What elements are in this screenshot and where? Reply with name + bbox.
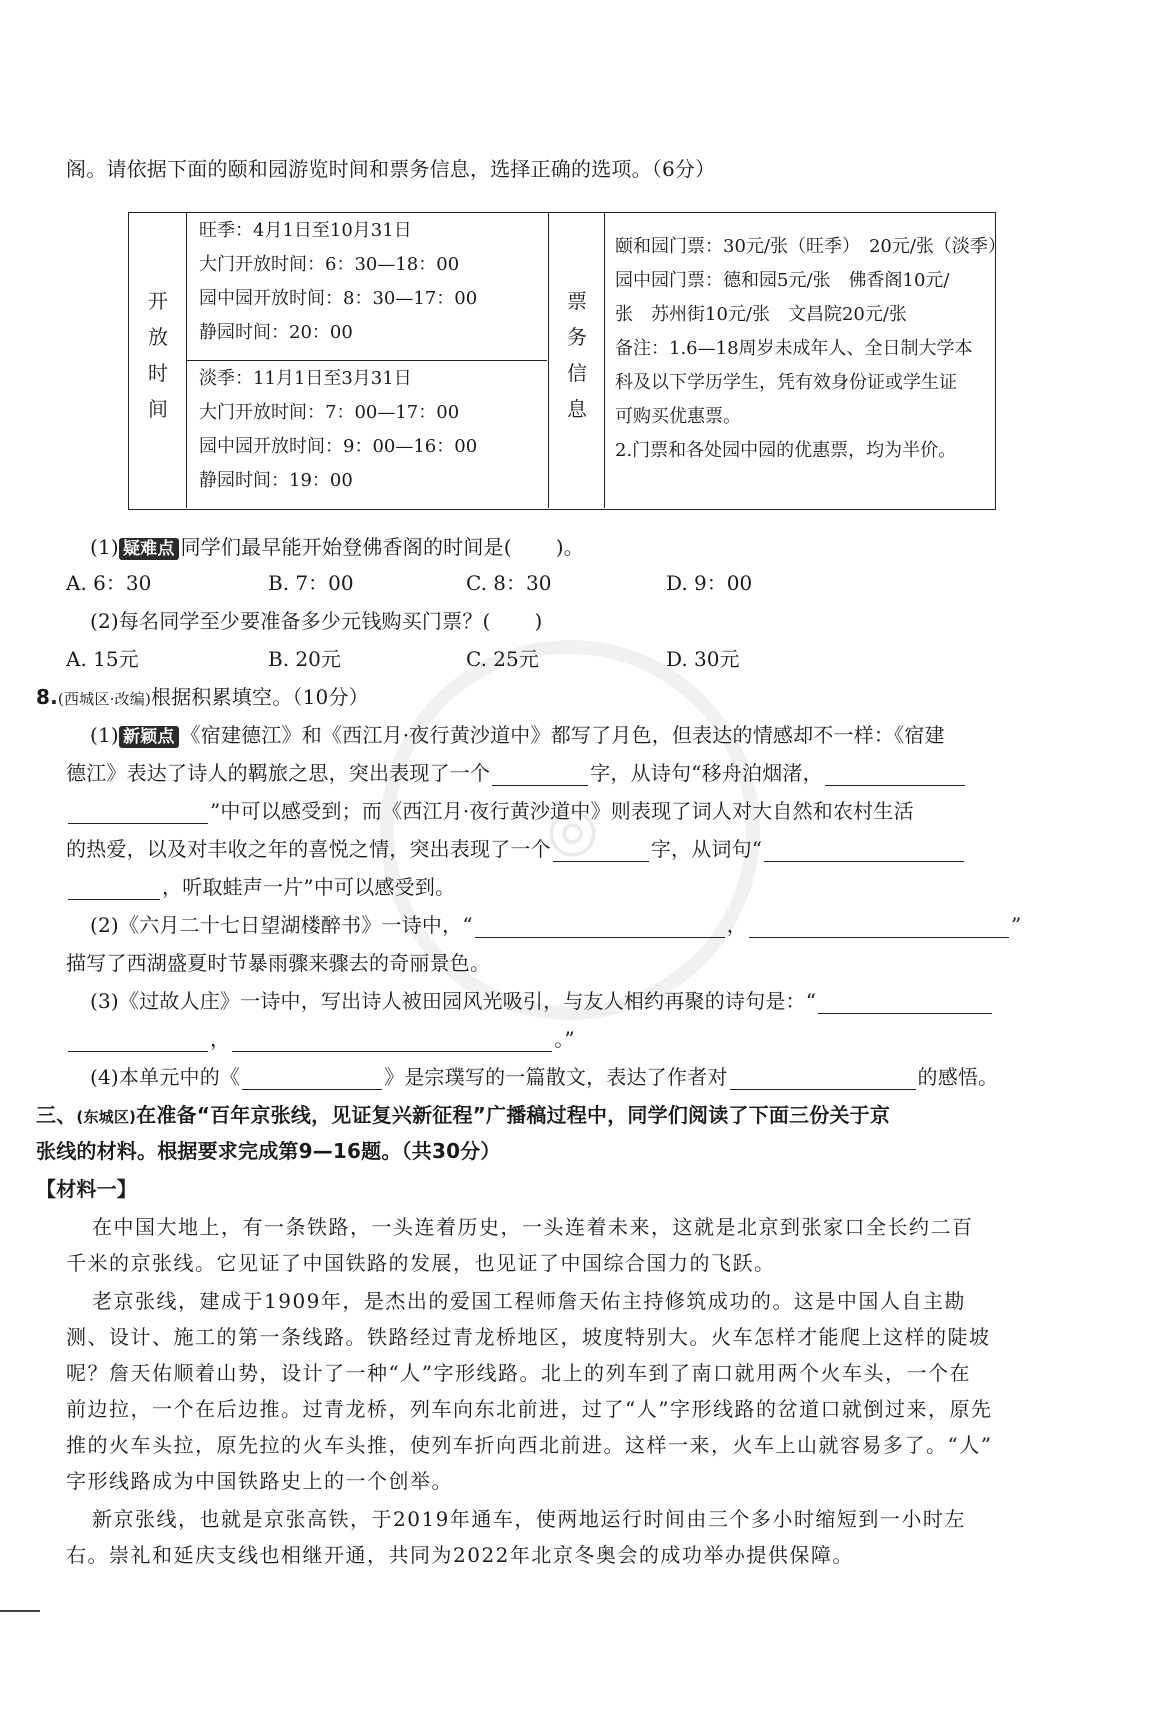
text-span: 字，从词句“ xyxy=(650,837,763,861)
question-end: )。 xyxy=(555,535,584,559)
difficulty-tag: 疑难点 xyxy=(119,538,179,560)
ticket-line: 2.门票和各处园中园的优惠票，均为半价。 xyxy=(615,440,957,461)
ticket-line: 备注：1.6—18周岁未成年人、全日制大学本 xyxy=(615,338,973,359)
header-char: 息 xyxy=(567,397,587,421)
section-source: (东城区) xyxy=(76,1108,137,1126)
question-8-header xyxy=(36,684,369,712)
intro-text: 阁。请依据下面的颐和园游览时间和票务信息，选择正确的选项。（6分） xyxy=(66,157,716,181)
off-line: 静园时间：19：00 xyxy=(199,470,353,491)
fill-blank[interactable] xyxy=(730,1069,916,1090)
ticket-line: 科及以下学历学生，凭有效身份证或学生证 xyxy=(615,372,957,393)
text-span: ”中可以感受到；而《西江月·夜行黄沙道中》则表现了词人对大自然和农村生活 xyxy=(210,799,914,823)
off-line: 淡季：11月1日至3月31日 xyxy=(199,368,412,389)
fill-blank[interactable] xyxy=(825,765,965,786)
fill-blank[interactable] xyxy=(242,1069,382,1090)
material-line: 新京张线，也就是京张高铁，于2019年通车，使两地运行时间由三个多小时缩短到一小时左 xyxy=(92,1507,966,1531)
fill-blank[interactable] xyxy=(68,803,208,824)
header-char: 信 xyxy=(567,361,587,385)
off-line: 大门开放时间：7：00—17：00 xyxy=(199,402,460,423)
text-span: ，听取蛙声一片”中可以感受到。 xyxy=(162,875,456,899)
peak-line: 大门开放时间：6：30—18：00 xyxy=(199,254,460,275)
q8-p2-line2: 描写了西湖盛夏时节暴雨骤来骤去的奇丽景色。 xyxy=(66,951,491,975)
header-char: 间 xyxy=(148,397,168,421)
fill-blank[interactable] xyxy=(68,879,160,900)
option-a[interactable]: A. 15元 xyxy=(66,647,139,671)
question-end: ) xyxy=(534,609,543,633)
text-span: 》是宗璞写的一篇散文，表达了作者对 xyxy=(384,1065,728,1089)
material-line: 呢？詹天佑顺着山势，设计了一种“人”字形线路。北上的列车到了南口就用两个火车头，一个在 xyxy=(66,1361,971,1385)
section-3-line1 xyxy=(36,1102,890,1130)
fill-blank[interactable] xyxy=(764,841,964,862)
text-span: 三、 xyxy=(36,1103,77,1127)
q8-p1-line3 xyxy=(66,798,914,824)
question-number: (1) xyxy=(90,535,119,559)
text-span: (3)《过故人庄》一诗中，写出诗人被田园风光吸引，与友人相约再聚的诗句是：“ xyxy=(90,989,817,1013)
text-span: ， xyxy=(726,913,747,937)
footer-rule xyxy=(0,1610,40,1612)
material-line: 在中国大地上，有一条铁路，一头连着历史，一头连着未来，这就是北京到张家口全长约二百 xyxy=(92,1215,974,1239)
sub-number: (1) xyxy=(90,723,119,747)
q8-p1-line5 xyxy=(66,874,455,900)
header-char: 票 xyxy=(567,289,587,313)
question-source: (西城区·改编) xyxy=(57,690,151,708)
fill-blank[interactable] xyxy=(68,1031,208,1052)
section-3-line2: 张线的材料。根据要求完成第9—16题。（共30分） xyxy=(36,1139,501,1163)
text-span: 《宿建德江》和《西江月·夜行黄沙道中》都写了月色，但表达的情感却不一样：《宿建 xyxy=(180,723,945,747)
header-char: 开 xyxy=(148,289,168,313)
ticket-line: 可购买优惠票。 xyxy=(615,406,741,427)
material-line: 字形线路成为中国铁路史上的一个创举。 xyxy=(66,1469,453,1493)
q8-p3-line2 xyxy=(66,1026,575,1052)
text-span: 在准备“百年京张线，见证复兴新征程”广播稿过程中，同学们阅读了下面三份关于京 xyxy=(136,1103,891,1127)
q8-p1-line4 xyxy=(66,836,966,862)
option-c[interactable]: C. 8：30 xyxy=(466,571,552,595)
text-span: 的感悟。 xyxy=(917,1065,999,1089)
text-span: ” xyxy=(1010,913,1022,937)
header-char: 放 xyxy=(148,325,168,349)
q8-p1-line2 xyxy=(66,760,967,786)
material-line: 前边拉，一个在后边推。过青龙桥，列车向东北前进，过了“人”字形线路的岔道口就倒过来，原先 xyxy=(66,1397,993,1421)
off-line: 园中园开放时间：9：00—16：00 xyxy=(199,436,478,457)
material-label: 【材料一】 xyxy=(36,1177,137,1201)
question-2 xyxy=(90,608,543,634)
peak-season-cell xyxy=(187,213,547,361)
material-line: 测、设计、施工的第一条线路。铁路经过青龙桥地区，坡度特别大。火车怎样才能爬上这样的陡坡 xyxy=(66,1325,991,1349)
option-c[interactable]: C. 25元 xyxy=(466,647,539,671)
material-line: 推的火车头拉，原先拉的火车头推，使列车折向西北前进。这样一来，火车上山就容易多了。“人” xyxy=(66,1433,993,1457)
text-span: 的热爱，以及对丰收之年的喜悦之情，突出表现了一个 xyxy=(66,837,551,861)
option-b[interactable]: B. 7：00 xyxy=(268,571,354,595)
ticket-line: 颐和园门票：30元/张（旺季） 20元/张（淡季） xyxy=(615,236,1006,257)
fill-blank[interactable] xyxy=(492,765,588,786)
text-span: (4)本单元中的《 xyxy=(90,1065,241,1089)
open-time-header xyxy=(129,213,187,508)
option-d[interactable]: D. 30元 xyxy=(666,647,740,671)
fill-blank[interactable] xyxy=(232,1031,552,1052)
ticket-info-header xyxy=(549,213,605,508)
question-text: 同学们最早能开始登佛香阁的时间是( xyxy=(180,535,512,559)
option-a[interactable]: A. 6：30 xyxy=(66,571,152,595)
q8-p3-line1 xyxy=(90,988,994,1014)
fill-blank[interactable] xyxy=(475,917,725,938)
question-1 xyxy=(90,534,584,560)
option-d[interactable]: D. 9：00 xyxy=(666,571,753,595)
ticket-line: 园中园门票：德和园5元/张 佛香阁10元/ xyxy=(615,270,950,291)
material-line: 老京张线，建成于1909年，是杰出的爱国工程师詹天佑主持修筑成功的。这是中国人自主勘 xyxy=(92,1289,966,1313)
text-span: (2)《六月二十七日望湖楼醉书》一诗中，“ xyxy=(90,913,473,937)
q8-p4-line1 xyxy=(90,1064,998,1090)
header-char: 务 xyxy=(567,325,587,349)
material-line: 千米的京张线。它见证了中国铁路的发展，也见证了中国综合国力的飞跃。 xyxy=(66,1251,776,1275)
novelty-tag: 新颖点 xyxy=(119,726,179,748)
fill-blank[interactable] xyxy=(818,993,992,1014)
q8-p1-line1 xyxy=(90,722,945,748)
text-span: 德江》表达了诗人的羁旅之思，突出表现了一个 xyxy=(66,761,491,785)
peak-line: 静园时间：20：00 xyxy=(199,322,353,343)
ticket-line: 张 苏州街10元/张 文昌院20元/张 xyxy=(615,304,907,325)
text-span: 字，从诗句“移舟泊烟渚， xyxy=(590,761,823,785)
fill-blank[interactable] xyxy=(553,841,649,862)
text-span: ， xyxy=(210,1027,231,1051)
question-text: 根据积累填空。（10分） xyxy=(151,685,369,709)
ticket-info-cell xyxy=(605,213,1006,508)
peak-line: 园中园开放时间：8：30—17：00 xyxy=(199,288,478,309)
off-season-cell xyxy=(187,361,547,508)
option-b[interactable]: B. 20元 xyxy=(268,647,341,671)
schedule-ticket-table xyxy=(128,212,1006,510)
peak-line: 旺季：4月1日至10月31日 xyxy=(199,220,412,241)
question-number: 8. xyxy=(36,685,58,709)
season-cells xyxy=(187,213,549,508)
question-text: (2)每名同学至少要准备多少元钱购买门票？( xyxy=(90,609,491,633)
header-char: 时 xyxy=(148,361,168,385)
watermark-seal: ◎ xyxy=(305,565,834,1094)
material-line: 右。崇礼和延庆支线也相继开通，共同为2022年北京冬奥会的成功举办提供保障。 xyxy=(66,1543,854,1567)
q8-p2-line1 xyxy=(90,912,1021,938)
text-span: 。” xyxy=(554,1027,575,1051)
fill-blank[interactable] xyxy=(749,917,1009,938)
